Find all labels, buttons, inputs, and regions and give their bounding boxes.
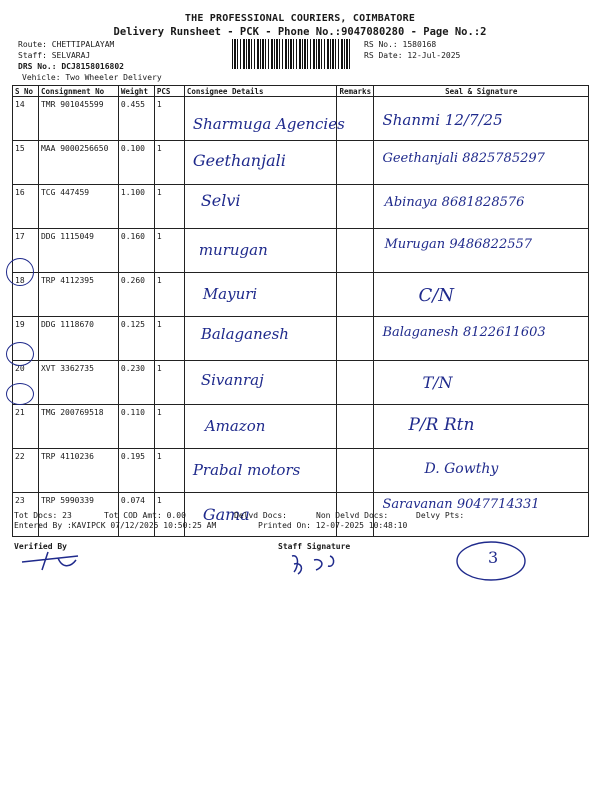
weight-value: 0.195 <box>118 449 154 493</box>
column-header: Consignee Details <box>184 86 337 97</box>
circle-mark <box>6 342 34 366</box>
non-delivered-docs: Non Delvd Docs: <box>316 511 389 520</box>
weight-value: 0.110 <box>118 405 154 449</box>
column-header: Weight <box>118 86 154 97</box>
remarks-cell <box>337 141 374 185</box>
staff-signature-label: Staff Signature <box>278 542 351 551</box>
pieces-count: 1 <box>154 97 184 141</box>
consignment-number: TCG 447459 <box>38 185 118 229</box>
table-row <box>13 141 589 185</box>
weight-value: 0.455 <box>118 97 154 141</box>
weight-value: 0.074 <box>118 493 154 537</box>
remarks-cell <box>337 449 374 493</box>
consignee-handwriting: Sivanraj <box>200 371 264 389</box>
consignee-handwriting: Mayuri <box>202 285 258 303</box>
column-header: Remarks <box>337 86 374 97</box>
serial-number: 21 <box>13 405 39 449</box>
table-row <box>13 97 589 141</box>
staff-signature-image <box>286 550 346 580</box>
table-row <box>13 317 589 361</box>
signature-handwriting: T/N <box>422 373 453 392</box>
document-subtitle: Delivery Runsheet - PCK - Phone No.:9047080280 - Page No.:2 <box>113 26 487 38</box>
total-docs: Tot Docs: 23 <box>14 511 72 520</box>
consignee-handwriting: Prabal motors <box>192 461 301 479</box>
serial-number: 15 <box>13 141 39 185</box>
serial-number: 16 <box>13 185 39 229</box>
document-title: THE PROFESSIONAL COURIERS, COIMBATORE <box>184 13 416 24</box>
remarks-cell <box>337 229 374 273</box>
printed-on: Printed On: 12-07-2025 10:48:10 <box>258 521 408 530</box>
remarks-cell <box>337 185 374 229</box>
pieces-count: 1 <box>154 273 184 317</box>
pieces-count: 1 <box>154 405 184 449</box>
consignment-number: MAA 9000256650 <box>38 141 118 185</box>
table-row <box>13 449 589 493</box>
pieces-count: 1 <box>154 185 184 229</box>
signature-handwriting: D. Gowthy <box>424 461 499 477</box>
consignment-number: DDG 1118670 <box>38 317 118 361</box>
weight-value: 0.125 <box>118 317 154 361</box>
serial-number: 17 <box>13 229 39 273</box>
delivered-docs: Delvd Docs: <box>234 511 287 520</box>
serial-number: 23 <box>13 493 39 537</box>
serial-number: 18 <box>13 273 39 317</box>
consignment-number: TMG 200769518 <box>38 405 118 449</box>
vehicle-label: Vehicle: Two Wheeler Delivery <box>22 73 162 82</box>
weight-value: 0.230 <box>118 361 154 405</box>
signature-handwriting: Saravanan 9047714331 <box>382 497 540 512</box>
signature-handwriting: Balaganesh 8122611603 <box>382 325 546 340</box>
serial-number: 20 <box>13 361 39 405</box>
entered-by: Entered By :KAVIPCK 07/12/2025 10:50:25 AM <box>14 521 217 530</box>
weight-value: 0.260 <box>118 273 154 317</box>
rs-number: RS No.: 1580168 <box>364 40 437 49</box>
signature-handwriting: Shanmi 12/7/25 <box>382 111 503 129</box>
pieces-count: 1 <box>154 229 184 273</box>
weight-value: 0.100 <box>118 141 154 185</box>
page-mark: 3 <box>488 548 499 567</box>
signature-handwriting: P/R Rtn <box>408 415 475 435</box>
column-header: S No <box>13 86 39 97</box>
table-header-row <box>13 86 589 97</box>
consignment-number: TRP 4112395 <box>38 273 118 317</box>
delivery-points: Delvy Pts: <box>416 511 465 520</box>
route-label: Route: CHETTIPALAYAM <box>18 40 115 49</box>
consignee-handwriting: Balaganesh <box>200 325 289 343</box>
consignment-number: XVT 3362735 <box>38 361 118 405</box>
total-cod-amount: Tot COD Amt: 0.00 <box>104 511 186 520</box>
signature-handwriting: Murugan 9486822557 <box>384 237 533 252</box>
consignment-number: TRP 5990339 <box>38 493 118 537</box>
pieces-count: 1 <box>154 141 184 185</box>
consignee-handwriting: Sharmuga Agencies <box>192 115 345 133</box>
consignee-handwriting: Amazon <box>204 417 266 435</box>
remarks-cell <box>337 361 374 405</box>
consignment-number: TMR 901045599 <box>38 97 118 141</box>
remarks-cell <box>337 273 374 317</box>
pieces-count: 1 <box>154 361 184 405</box>
verifier-signature-image <box>18 548 88 574</box>
drs-number: DRS No.: DCJ8158016802 <box>18 62 124 71</box>
column-header: Seal & Signature <box>374 86 589 97</box>
verified-by-label: Verified By <box>14 542 67 551</box>
barcode-image <box>232 39 352 69</box>
consignee-handwriting: murugan <box>198 241 268 259</box>
table-row <box>13 405 589 449</box>
table-row <box>13 361 589 405</box>
pieces-count: 1 <box>154 317 184 361</box>
weight-value: 0.160 <box>118 229 154 273</box>
circle-mark <box>6 258 34 286</box>
remarks-cell <box>337 317 374 361</box>
consignee-handwriting: Geethanjali <box>192 151 286 170</box>
serial-number: 22 <box>13 449 39 493</box>
column-header: Consignment No <box>38 86 118 97</box>
table-row <box>13 229 589 273</box>
signature-handwriting: C/N <box>418 285 455 306</box>
consignment-number: DDG 1115049 <box>38 229 118 273</box>
runsheet-table <box>12 85 589 537</box>
table-row <box>13 185 589 229</box>
column-header: PCS <box>154 86 184 97</box>
consignee-handwriting: Gama <box>202 505 250 524</box>
signature-handwriting: Geethanjali 8825785297 <box>382 151 545 166</box>
signature-handwriting: Abinaya 8681828576 <box>384 195 525 210</box>
remarks-cell <box>337 405 374 449</box>
rs-date: RS Date: 12-Jul-2025 <box>364 51 461 60</box>
consignee-handwriting: Selvi <box>200 191 241 210</box>
serial-number: 14 <box>13 97 39 141</box>
consignment-number: TRP 4110236 <box>38 449 118 493</box>
circle-mark <box>6 383 34 405</box>
table-row <box>13 273 589 317</box>
staff-label: Staff: SELVARAJ <box>18 51 91 60</box>
pieces-count: 1 <box>154 493 184 537</box>
serial-number: 19 <box>13 317 39 361</box>
weight-value: 1.100 <box>118 185 154 229</box>
pieces-count: 1 <box>154 449 184 493</box>
